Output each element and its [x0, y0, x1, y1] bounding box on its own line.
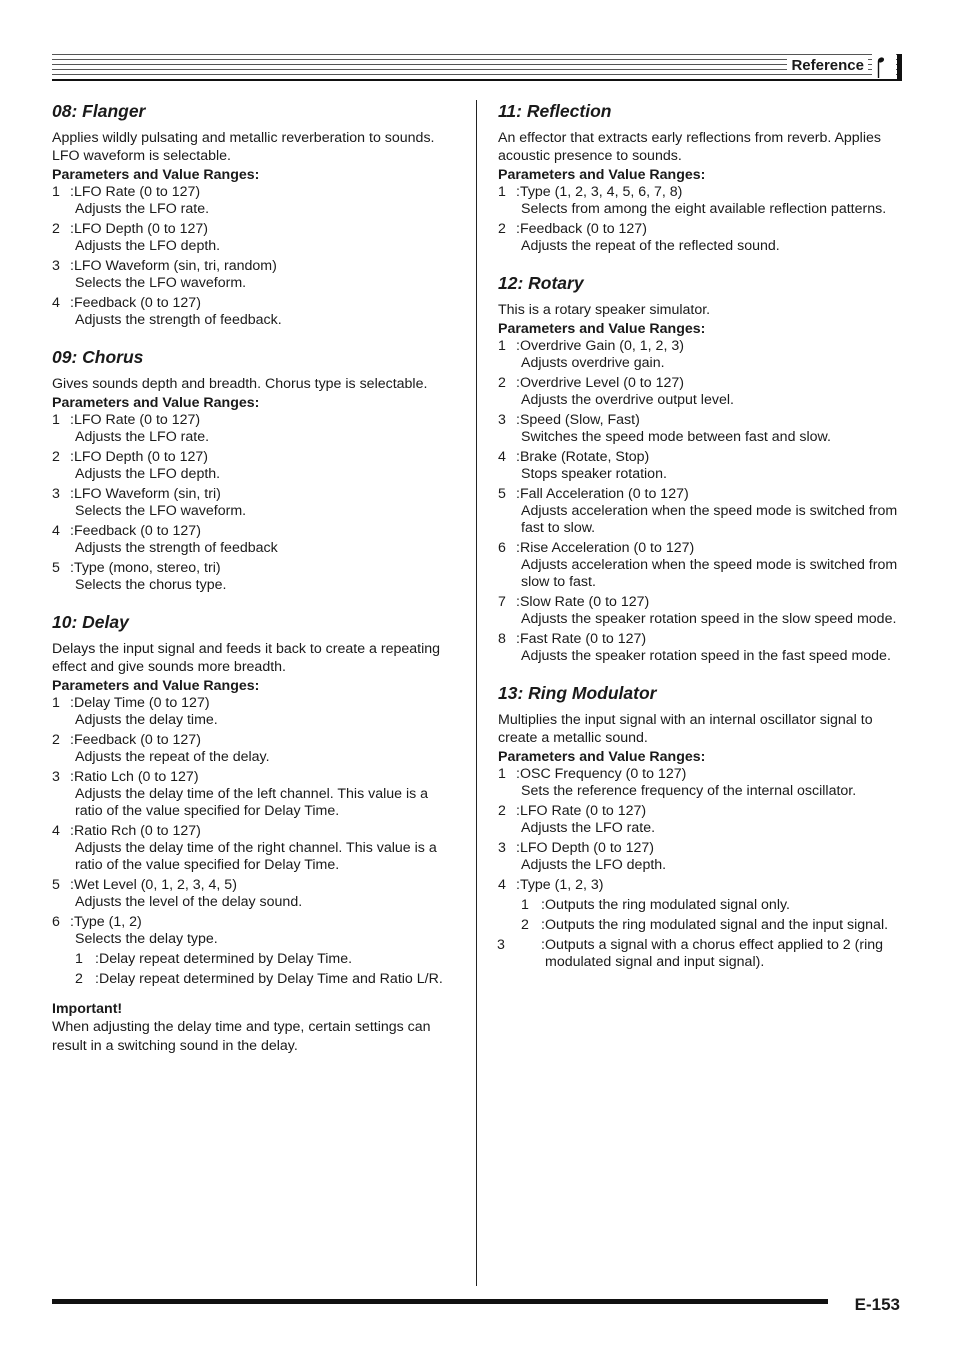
param-item: 2 :Feedback (0 to 127) Adjusts the repeat of the delay.	[52, 732, 270, 765]
section-title: 08: Flanger	[52, 101, 146, 121]
subparam-item: 1 :Delay repeat determined by Delay Time.	[75, 951, 353, 967]
header-rule	[52, 54, 902, 80]
important-heading: Important!	[52, 1001, 123, 1017]
column-divider	[476, 100, 477, 1286]
section-delay	[52, 610, 456, 1056]
subparam-item: 2 :Outputs the ring modulated signal and the input signal.	[521, 917, 889, 933]
param-item: 4 :Feedback (0 to 127) Adjusts the strength of feedback	[52, 523, 278, 556]
subparam-item: 1 :Outputs the ring modulated signal only.	[521, 897, 790, 913]
param-item: 4 :Type (1, 2, 3)	[498, 877, 604, 893]
header-bar	[897, 54, 902, 80]
param-item: 6 :Rise Acceleration (0 to 127) Adjusts acceleration when the speed mode is switched from slow to fast.	[498, 540, 898, 590]
footer-bar	[52, 1299, 828, 1304]
params-heading: Parameters and Value Ranges:	[52, 678, 260, 694]
param-item: 2 :LFO Rate (0 to 127) Adjusts the LFO rate.	[498, 803, 656, 836]
param-item: 3 :LFO Depth (0 to 127) Adjusts the LFO depth.	[498, 840, 667, 873]
param-item: 5 :Fall Acceleration (0 to 127) Adjusts acceleration when the speed mode is switched from fast to slow.	[498, 486, 898, 536]
section-title: 13: Ring Modulator	[498, 683, 657, 703]
param-item: 1 :Delay Time (0 to 127) Adjusts the delay time.	[52, 695, 218, 728]
section-title: 12: Rotary	[498, 273, 584, 293]
left-column	[52, 99, 456, 1072]
header-title: Reference	[787, 57, 868, 74]
params-heading: Parameters and Value Ranges:	[498, 749, 706, 765]
subparam-item: 2 :Delay repeat determined by Delay Time and Ratio L/R.	[75, 971, 443, 987]
param-item: 1 :OSC Frequency (0 to 127) Sets the reference frequency of the internal oscillator.	[498, 766, 857, 799]
section-description: Applies wildly pulsating and metallic reverberation to sounds. LFO waveform is selectable.	[52, 130, 435, 164]
section-description: This is a rotary speaker simulator.	[498, 302, 711, 318]
param-item: 2 :LFO Depth (0 to 127) Adjusts the LFO depth.	[52, 221, 221, 254]
params-heading: Parameters and Value Ranges:	[52, 395, 260, 411]
param-item: 4 :Brake (Rotate, Stop) Stops speaker rotation.	[498, 449, 667, 482]
param-item: 1 :LFO Rate (0 to 127) Adjusts the LFO rate.	[52, 412, 210, 445]
important-note	[52, 1000, 456, 1056]
section-description: An effector that extracts early reflections from reverb. Applies acoustic presence to sounds.	[498, 130, 881, 164]
param-item: 1 :LFO Rate (0 to 127) Adjusts the LFO rate.	[52, 184, 210, 217]
param-item: 2 :LFO Depth (0 to 127) Adjusts the LFO depth.	[52, 449, 221, 482]
section-title: 11: Reflection	[498, 101, 612, 121]
section-reflection	[498, 99, 902, 255]
param-item: 4 :Feedback (0 to 127) Adjusts the strength of feedback.	[52, 295, 282, 328]
section-rotary	[498, 271, 902, 665]
param-item: 3 :Ratio Lch (0 to 127) Adjusts the delay time of the left channel. This value is a ratio of the value specified for Delay Time.	[52, 769, 429, 819]
section-description: Multiplies the input signal with an internal oscillator signal to create a metallic sound.	[498, 712, 873, 746]
param-item: 2 :Overdrive Level (0 to 127) Adjusts the overdrive output level.	[498, 375, 734, 408]
section-flanger	[52, 99, 456, 329]
subparam-item: 3 :Outputs a signal with a chorus effect applied to 2 (ring modulated signal and input signal).	[497, 937, 884, 970]
param-item: 7 :Slow Rate (0 to 127) Adjusts the speaker rotation speed in the slow speed mode.	[498, 594, 897, 627]
param-item: 3 :LFO Waveform (sin, tri) Selects the LFO waveform.	[52, 486, 247, 519]
params-heading: Parameters and Value Ranges:	[498, 167, 706, 183]
param-item: 2 :Feedback (0 to 127) Adjusts the repeat of the reflected sound.	[498, 221, 780, 254]
params-heading: Parameters and Value Ranges:	[498, 321, 706, 337]
section-chorus	[52, 345, 456, 594]
param-item: 5 :Wet Level (0, 1, 2, 3, 4, 5) Adjusts the level of the delay sound.	[52, 877, 303, 910]
param-item: 3 :LFO Waveform (sin, tri, random) Selects the LFO waveform.	[52, 258, 277, 291]
section-description: Delays the input signal and feeds it back to create a repeating effect and give sounds more breadth.	[52, 641, 441, 675]
param-item: 1 :Overdrive Gain (0, 1, 2, 3) Adjusts overdrive gain.	[498, 338, 684, 371]
params-heading: Parameters and Value Ranges:	[52, 167, 260, 183]
section-description: Gives sounds depth and breadth. Chorus type is selectable.	[52, 376, 428, 392]
param-item: 3 :Speed (Slow, Fast) Switches the speed mode between fast and slow.	[498, 412, 831, 445]
section-title: 10: Delay	[52, 612, 129, 632]
page-number: E-153	[854, 1295, 900, 1314]
section-title: 09: Chorus	[52, 347, 144, 367]
param-item: 5 :Type (mono, stereo, tri) Selects the chorus type.	[52, 560, 227, 593]
right-column	[498, 99, 902, 987]
param-item: 6 :Type (1, 2) Selects the delay type.	[52, 914, 218, 947]
section-ring-modulator	[498, 681, 902, 971]
param-item: 8 :Fast Rate (0 to 127) Adjusts the speaker rotation speed in the fast speed mode.	[498, 631, 891, 664]
important-text: When adjusting the delay time and type, certain settings can result in a switching sound in the delay.	[52, 1019, 431, 1054]
param-item: 1 :Type (1, 2, 3, 4, 5, 6, 7, 8) Selects from among the eight available reflection patterns.	[498, 184, 887, 217]
param-item: 4 :Ratio Rch (0 to 127) Adjusts the delay time of the right channel. This value is a ratio of the value specified for Delay Time.	[52, 823, 437, 873]
music-note-icon	[872, 54, 896, 78]
